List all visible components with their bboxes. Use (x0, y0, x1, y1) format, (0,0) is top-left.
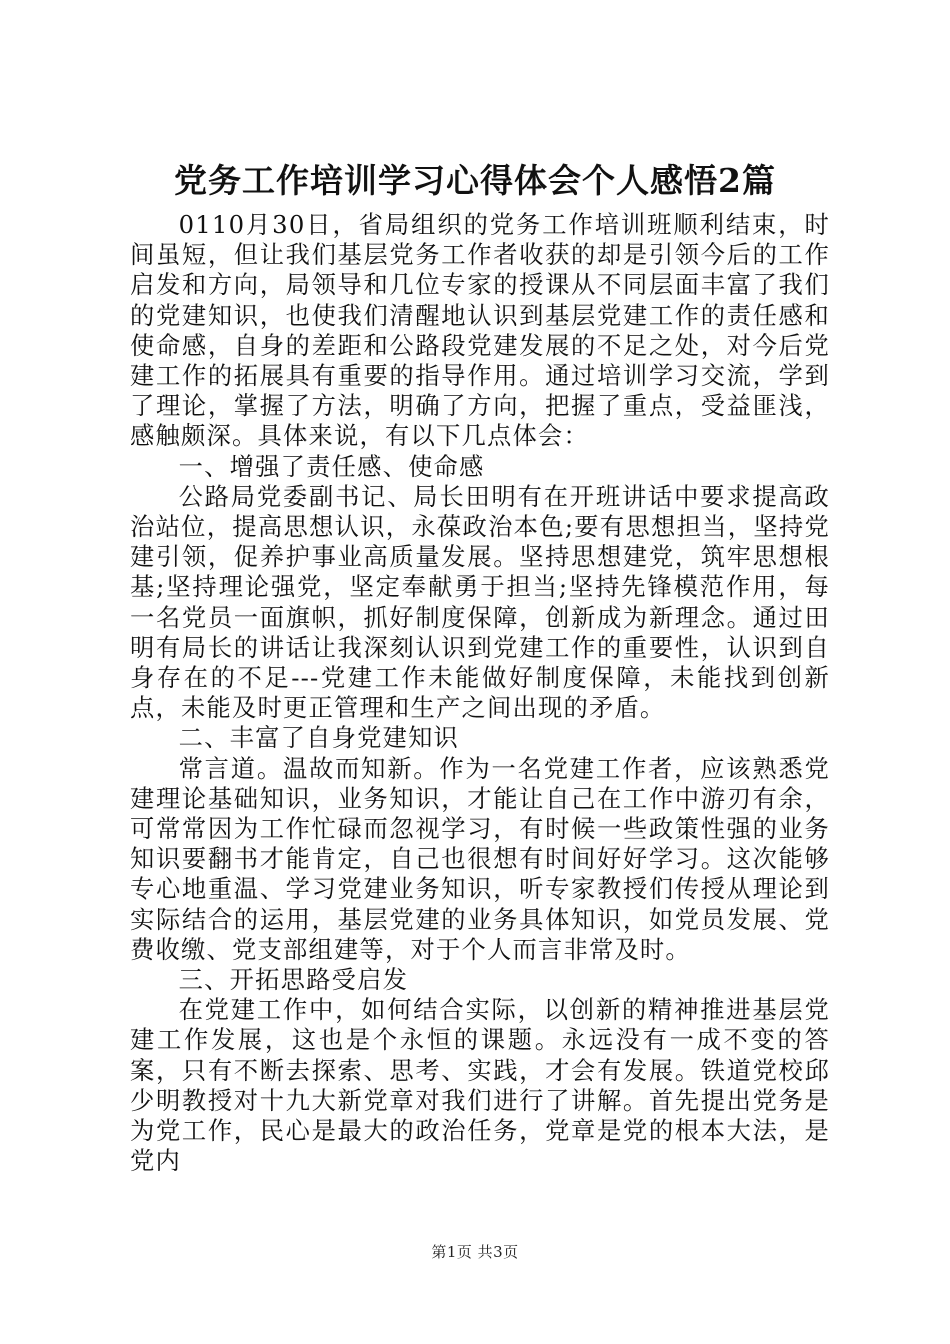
paragraph: 常言道。温故而知新。作为一名党建工作者，应该熟悉党建理论基础知识，业务知识，才能让自己在工作中游刃有余，可常常因为工作忙碌而忽视学习，有时候一些政策性强的业务知识要翻书才能肯定，自己也很想有时间好好学习。这次能够专心地重温、学习党建业务知识，听专家教授们传授从理论到实际结合的运用，基层党建的业务具体知识，如党员发展、党费收缴、党支部组建等，对于个人而言非常及时。 (130, 753, 830, 964)
paragraph: 公路局党委副书记、局长田明有在开班讲话中要求提高政治站位，提高思想认识，永葆政治本色;要有思想担当，坚持党建引领，促养护事业高质量发展。坚持思想建党，筑牢思想根基;坚持理论强党，坚定奉献勇于担当;坚持先锋模范作用，每一名党员一面旗帜，抓好制度保障，创新成为新理念。通过田明有局长的讲话让我深刻认识到党建工作的重要性，认识到自身存在的不足---党建工作未能做好制度保障，未能找到创新点，未能及时更正管理和生产之间出现的矛盾。 (130, 481, 830, 723)
document-title: 党务工作培训学习心得体会个人感悟2篇 (174, 161, 776, 200)
section-heading: 三、开拓思路受启发 (178, 965, 409, 995)
page-number-footer: 第1页 共3页 (431, 1243, 519, 1261)
section-heading: 一、增强了责任感、使命感 (178, 451, 485, 481)
section-heading: 二、丰富了自身党建知识 (178, 723, 460, 753)
document-body (130, 210, 830, 1177)
paragraph: 在党建工作中，如何结合实际，以创新的精神推进基层党建工作发展，这也是个永恒的课题。永远没有一成不变的答案，只有不断去探索、思考、实践，才会有发展。铁道党校邱少明教授对十九大新党章对我们进行了讲解。首先提出党务是为党工作，民心是最大的政治任务，党章是党的根本大法，是党内 (130, 995, 830, 1176)
paragraph: 0110月30日，省局组织的党务工作培训班顺利结束，时间虽短，但让我们基层党务工作者收获的却是引领今后的工作启发和方向，局领导和几位专家的授课从不同层面丰富了我们的党建知识，也使我们清醒地认识到基层党建工作的责任感和使命感，自身的差距和公路段党建发展的不足之处，对今后党建工作的拓展具有重要的指导作用。通过培训学习交流，学到了理论，掌握了方法，明确了方向，把握了重点，受益匪浅，感触颇深。具体来说，有以下几点体会： (130, 210, 830, 451)
